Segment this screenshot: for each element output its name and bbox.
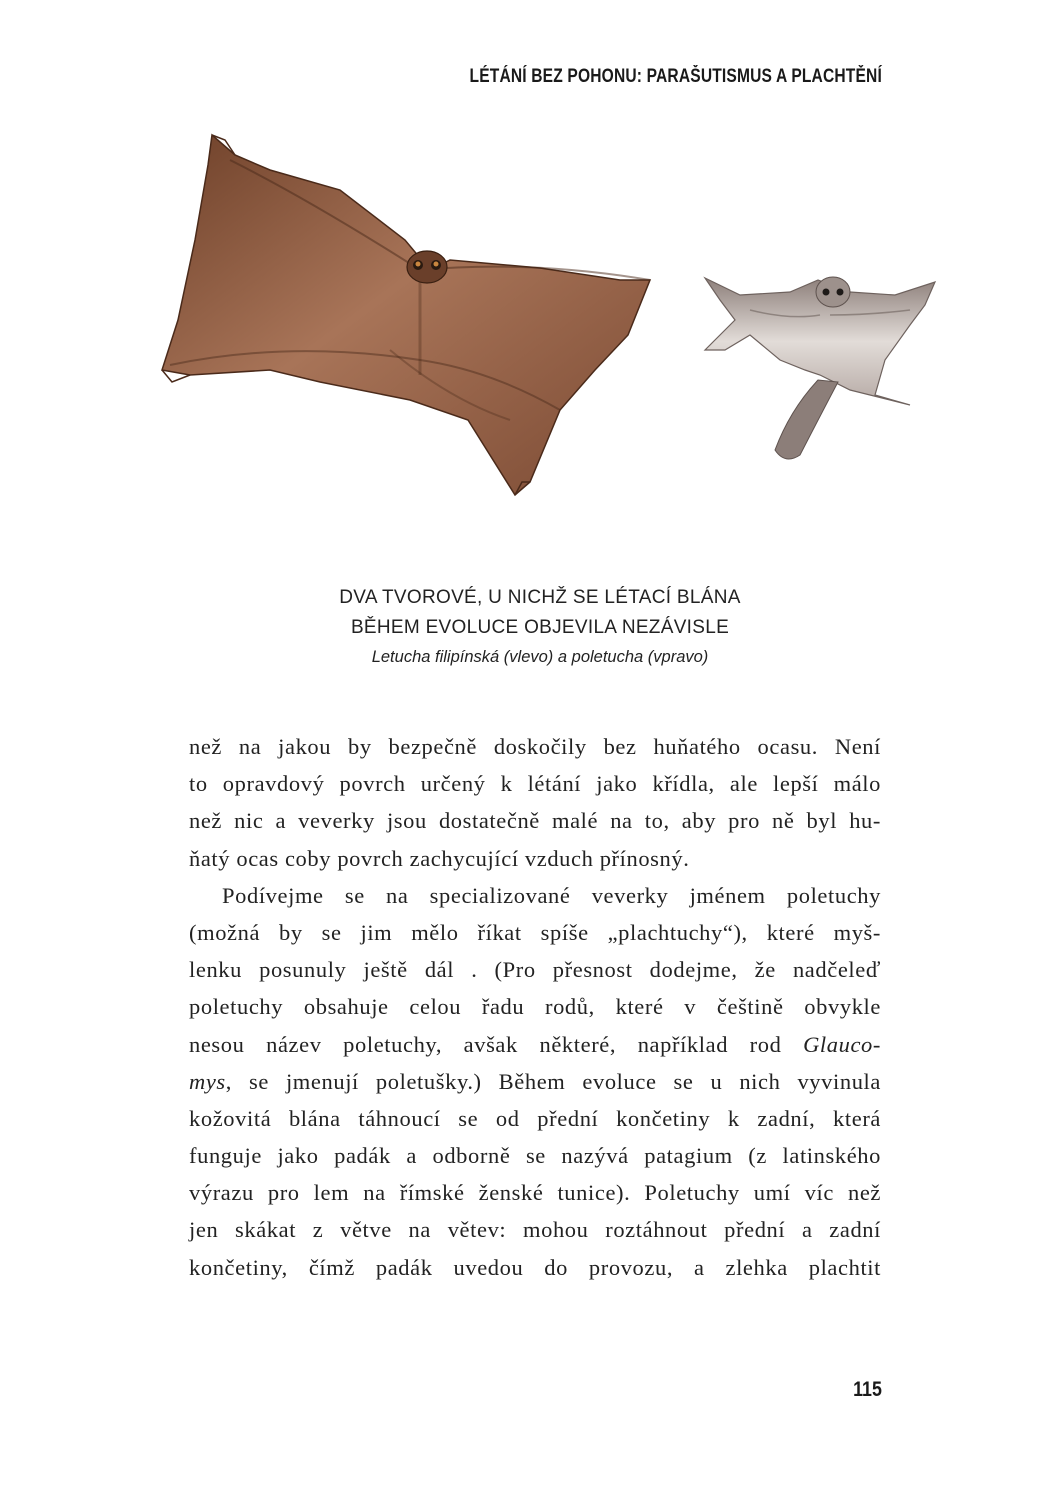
genus-name-italic: Glauco- <box>803 1031 881 1057</box>
body-line: výrazu pro lem na římské ženské tunice). Poletuchy umí víc než <box>189 1180 881 1206</box>
body-line: poletuchy obsahuje celou řadu rodů, které v češtině obvykle <box>189 994 881 1020</box>
running-head: LÉTÁNÍ BEZ POHONU: PARAŠUTISMUS A PLACHTĚNÍ <box>469 66 882 87</box>
flying-squirrel-drawing <box>705 277 935 459</box>
body-line <box>189 1026 881 1063</box>
caption-line-2: BĚHEM EVOLUCE OBJEVILA NEZÁVISLE <box>350 617 730 638</box>
body-line: jen skákat z větve na větev: mohou roztáhnout přední a zadní <box>189 1217 881 1243</box>
body-line: než nic a veverky jsou dostatečně malé na to, aby pro ně byl hu- <box>189 808 881 834</box>
body-line: končetiny, čímž padák uvedou do provozu, a zlehka plachtit <box>189 1254 881 1280</box>
caption-line-1: DVA TVOROVÉ, U NICHŽ SE LÉTACÍ BLÁNA <box>339 587 741 608</box>
body-line: to opravdový povrch určený k létání jako křídla, ale lepší málo <box>189 771 881 797</box>
body-line: (možná by se jim mělo říkat spíše „plachtuchy“), které myš- <box>189 919 881 945</box>
body-line: funguje jako padák a odborně se nazývá patagium (z latinského <box>189 1143 881 1169</box>
body-text <box>189 728 881 1286</box>
body-line: Podívejme se na specializované veverky jménem poletuchy <box>222 882 881 908</box>
page-number: 115 <box>853 1378 882 1401</box>
body-line <box>189 1063 881 1100</box>
body-line: ňatý ocas coby povrch zachycující vzduch přínosný. <box>189 845 690 871</box>
figure-caption <box>190 583 890 671</box>
caption-subtitle: Letucha filipínská (vlevo) a poletucha (vpravo) <box>371 648 709 666</box>
body-line: lenku posunuly ještě dál . (Pro přesnost dodejme, že nadčeleď <box>189 957 881 983</box>
body-line: kožovitá blána táhnoucí se od přední končetiny k zadní, která <box>189 1105 881 1131</box>
body-line: než na jakou by bezpečně doskočily bez huňatého ocasu. Není <box>189 734 881 759</box>
colugo-drawing <box>162 135 650 495</box>
genus-name-italic: mys <box>189 1068 226 1094</box>
gliding-animals-illustration <box>150 120 950 500</box>
body-text-span: , se jmenují poletušky.) Během evoluce se u nich vyvinula <box>225 1068 881 1094</box>
body-text-span: nesou název poletuchy, avšak některé, například rod <box>189 1031 804 1057</box>
